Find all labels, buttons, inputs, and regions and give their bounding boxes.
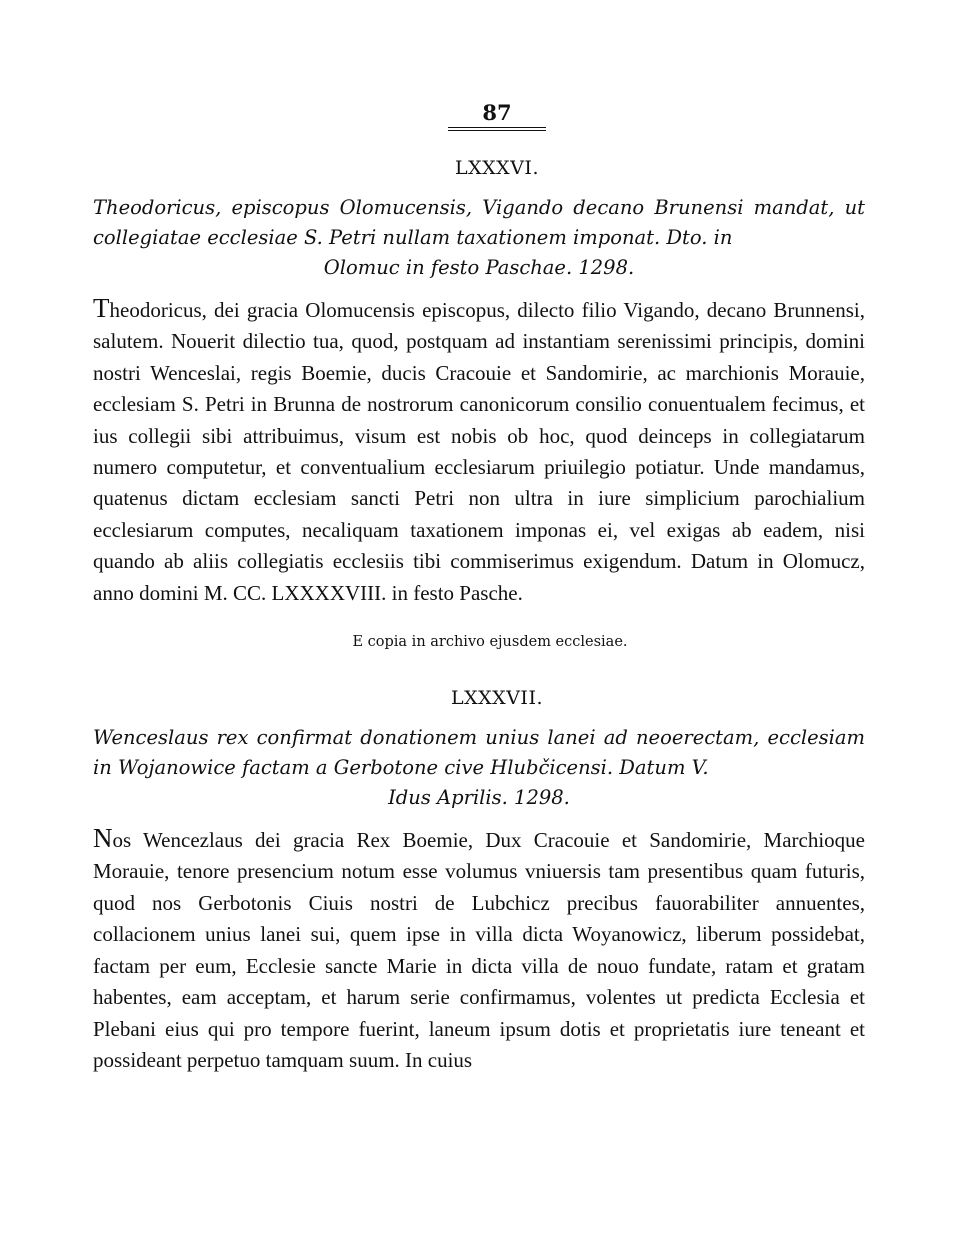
document-body: [93, 823, 865, 1076]
document-regest: [93, 723, 865, 813]
page-header: [129, 100, 865, 128]
body-text: heodoricus, dei gracia Olomucensis episcopus, dilecto filio Vigando, decano Brunnensi, salutem. Nouerit dilectio tua, quod, postquam ad instantiam serenissimi principis, domini nostri Wenceslai, regis Boemie, ducis Cracouie et Sandomirie, ac marchionis Morauie, ecclesiam S. Petri in Brunna de nostrorum canonicorum consilio conuentualem fecimus, et ius collegii sibi attribuimus, visum est nobis ob hoc, quod deinceps in collegiatarum numero computetur, et conventualium ecclesiarum priuilegio potiatur. Unde mandamus, quatenus dictam ecclesiam sancti Petri non ultra in iure simplicium parochialium ecclesiarum computes, necaliquam taxationem imponas ei, vel exigas ab eadem, nisi quando ab aliis collegiatis ecclesiis tibi commiserimus exigendum. Datum in Olomucz, anno domini M. CC. LXXXXVIII. in festo Pasche.: [93, 298, 865, 605]
initial-letter: N: [93, 823, 113, 854]
body-text: os Wencezlaus dei gracia Rex Boemie, Dux Cracouie et Sandomirie, Marchioque Morauie, tenore presencium notum esse volumus vniuersis tam presentibus quam futuris, quod nos Gerbotonis Ciuis nostri de Lubchicz precibus fauorabiliter annuentes, collacionem unius lanei sui, quem ipse in villa dicta Woyanowicz, liberum possidebat, factam per eum, Ecclesie sancte Marie in dicta villa de nouo fundate, ratam et gratam habentes, eam acceptam, et harum serie confirmamus, volentes ut predicta Ecclesia et Plebani eius qui pro tempore fuerint, laneum ipsum dotis et proprietatis iure teneant et possideant perpetuo tamquam suum. In cuius: [93, 828, 865, 1072]
initial-letter: T: [93, 293, 110, 323]
document-page: [93, 100, 865, 1076]
page-number: 87: [448, 100, 545, 128]
regest-date-line: Olomuc in festo Paschae. 1298.: [323, 256, 635, 279]
document-body: [93, 293, 865, 609]
regest-date-line: Idus Aprilis. 1298.: [388, 786, 570, 810]
regest-text: Wenceslaus rex confirmat donationem unius lanei ad neoerectam, ecclesiam in Wojanowice factam a Gerbotone cive Hlubčicensi. Datum V.: [93, 726, 865, 780]
document-number: LXXXVI.: [455, 157, 539, 179]
regest-text: Theodoricus, episcopus Olomucensis, Vigando decano Brunensi mandat, ut collegiatae ecclesiae S. Petri nullam taxationem imponat. Dto. in: [93, 196, 865, 249]
document-number: LXXXVII.: [451, 687, 543, 710]
document-regest: [93, 193, 865, 283]
source-note: E copia in archivo ejusdem ecclesiae.: [352, 634, 628, 651]
